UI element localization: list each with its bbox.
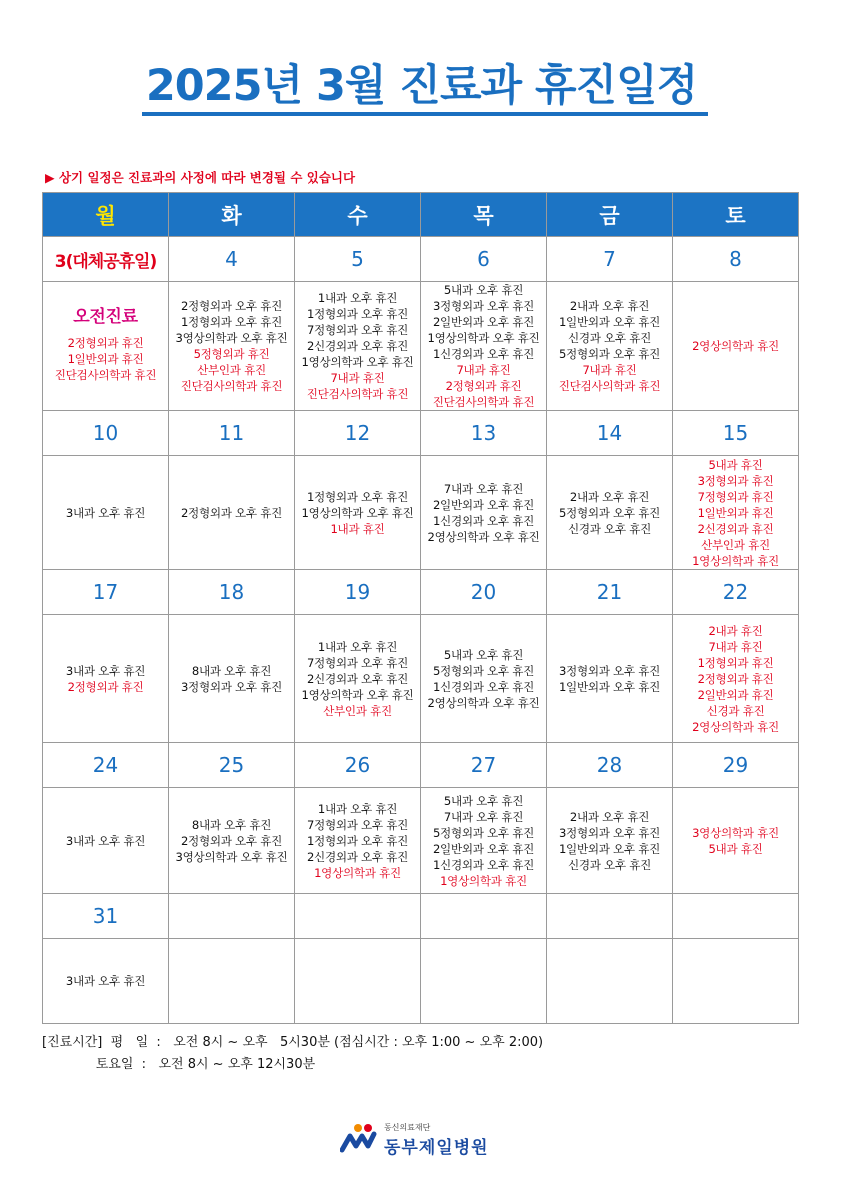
afternoon-closure-entry: 5내과 오후 휴진 xyxy=(443,283,524,297)
schedule-cell xyxy=(295,615,421,743)
date-cell: 21 xyxy=(547,570,673,615)
afternoon-closure-entry: 7정형외과 오후 휴진 xyxy=(306,655,409,670)
afternoon-closure-entry: 5정형외과 오후 휴진 xyxy=(432,663,535,678)
afternoon-closure-entry: 3내과 오후 휴진 xyxy=(65,974,146,988)
schedule-cell xyxy=(673,282,799,411)
full-day-closure-entry: 2정형외과 휴진 xyxy=(697,671,774,686)
afternoon-closure-entry: 2신경외과 오후 휴진 xyxy=(306,671,409,686)
schedule-cell xyxy=(547,456,673,570)
schedule-cell xyxy=(169,788,295,894)
afternoon-closure-entry: 1내과 오후 휴진 xyxy=(317,291,398,305)
full-day-closure-entry: 1정형외과 휴진 xyxy=(697,655,774,670)
afternoon-closure-entry: 1영상의학과 오후 휴진 xyxy=(301,505,414,520)
full-day-closure-entry: 7내과 휴진 xyxy=(582,363,637,377)
date-cell: 31 xyxy=(43,894,169,939)
hours-saturday-label: 토요일 xyxy=(95,1057,134,1072)
full-day-closure-entry: 1일반외과 휴진 xyxy=(67,352,144,366)
date-cell: 10 xyxy=(43,411,169,456)
hours-saturday-value: 오전 8시 ~ 오후 12시30분 xyxy=(158,1057,316,1072)
full-day-closure-entry: 진단검사의학과 휴진 xyxy=(54,368,157,382)
date-cell: 28 xyxy=(547,743,673,788)
weekday-header: 월 xyxy=(43,193,169,237)
afternoon-closure-entry: 1영상의학과 오후 휴진 xyxy=(301,355,414,369)
schedule-cell xyxy=(43,939,169,1024)
date-cell: 5 xyxy=(295,237,421,282)
schedule-cell xyxy=(295,456,421,570)
afternoon-closure-entry: 2내과 오후 휴진 xyxy=(569,299,650,313)
afternoon-closure-entry: 3영상의학과 오후 휴진 xyxy=(175,331,288,345)
afternoon-closure-entry: 7정형외과 오후 휴진 xyxy=(306,817,409,832)
schedule-cell xyxy=(547,282,673,411)
full-day-closure-entry: 산부인과 휴진 xyxy=(323,703,392,718)
weekday-header-row xyxy=(43,193,799,237)
title-underline xyxy=(142,112,708,116)
full-day-closure-entry: 진단검사의학과 휴진 xyxy=(180,379,283,393)
afternoon-closure-entry: 1신경외과 오후 휴진 xyxy=(432,347,535,361)
full-day-closure-entry: 산부인과 휴진 xyxy=(197,363,266,377)
full-day-closure-entry: 진단검사의학과 휴진 xyxy=(432,395,535,409)
schedule-cell xyxy=(421,615,547,743)
afternoon-closure-entry: 1신경외과 오후 휴진 xyxy=(432,679,535,694)
hours-weekday-label: 평 일 xyxy=(110,1035,149,1050)
afternoon-closure-entry: 1일반외과 오후 휴진 xyxy=(558,679,661,694)
hospital-logo xyxy=(340,1120,510,1160)
schedule-row xyxy=(43,788,799,894)
afternoon-closure-entry: 7정형외과 오후 휴진 xyxy=(306,323,409,337)
schedule-cell xyxy=(43,456,169,570)
afternoon-closure-entry: 3정형외과 오후 휴진 xyxy=(180,679,283,694)
schedule-row xyxy=(43,282,799,411)
logo-name: 동부제일병원 xyxy=(384,1138,489,1158)
afternoon-closure-entry: 5정형외과 오후 휴진 xyxy=(558,505,661,520)
date-cell: 15 xyxy=(673,411,799,456)
schedule-cell xyxy=(169,615,295,743)
full-day-closure-entry: 3정형외과 휴진 xyxy=(697,473,774,488)
date-cell: 14 xyxy=(547,411,673,456)
afternoon-closure-entry: 2일반외과 오후 휴진 xyxy=(432,841,535,856)
date-row xyxy=(43,237,799,282)
date-cell xyxy=(421,894,547,939)
date-cell: 13 xyxy=(421,411,547,456)
date-cell: 4 xyxy=(169,237,295,282)
date-cell: 20 xyxy=(421,570,547,615)
full-day-closure-entry: 2영상의학과 휴진 xyxy=(692,339,779,353)
schedule-calendar xyxy=(42,192,799,1024)
full-day-closure-entry: 신경과 휴진 xyxy=(706,703,765,718)
afternoon-closure-entry: 2일반외과 오후 휴진 xyxy=(432,315,535,329)
afternoon-closure-entry: 3영상의학과 오후 휴진 xyxy=(175,849,288,864)
date-row xyxy=(43,411,799,456)
date-cell: 8 xyxy=(673,237,799,282)
afternoon-closure-entry: 3내과 오후 휴진 xyxy=(65,833,146,848)
date-cell: 17 xyxy=(43,570,169,615)
full-day-closure-entry: 산부인과 휴진 xyxy=(701,537,770,552)
date-cell: 22 xyxy=(673,570,799,615)
date-cell: 25 xyxy=(169,743,295,788)
full-day-closure-entry: 진단검사의학과 휴진 xyxy=(306,387,409,401)
page-title: 2025년 3월 진료과 휴진일정 xyxy=(145,61,698,111)
full-day-closure-entry: 1내과 휴진 xyxy=(330,521,385,536)
schedule-cell xyxy=(43,615,169,743)
date-cell: 18 xyxy=(169,570,295,615)
full-day-closure-entry: 7내과 휴진 xyxy=(330,371,385,385)
weekday-header: 목 xyxy=(421,193,547,237)
afternoon-closure-entry: 3정형외과 오후 휴진 xyxy=(558,663,661,678)
afternoon-closure-entry: 1정형외과 오후 휴진 xyxy=(180,315,283,329)
schedule-cell xyxy=(169,456,295,570)
schedule-cell xyxy=(673,939,799,1024)
afternoon-closure-entry: 2신경외과 오후 휴진 xyxy=(306,339,409,353)
schedule-row xyxy=(43,615,799,743)
full-day-closure-entry: 1영상의학과 휴진 xyxy=(314,865,401,880)
full-day-closure-entry: 5내과 휴진 xyxy=(708,457,763,472)
afternoon-closure-entry: 1내과 오후 휴진 xyxy=(317,801,398,816)
afternoon-closure-entry: 2영상의학과 오후 휴진 xyxy=(427,529,540,544)
afternoon-closure-entry: 1영상의학과 오후 휴진 xyxy=(427,331,540,345)
afternoon-closure-entry: 1정형외과 오후 휴진 xyxy=(306,307,409,321)
afternoon-closure-entry: 8내과 오후 휴진 xyxy=(191,817,272,832)
date-cell: 11 xyxy=(169,411,295,456)
full-day-closure-entry: 진단검사의학과 휴진 xyxy=(558,379,661,393)
hours-weekday-row: [진료시간] 평 일 : 오전 8시 ~ 오후 5시30분 (점심시간 : 오후 1:00 ~ 오후 2:00) xyxy=(42,1035,544,1050)
notice-text: ▶ 상기 일정은 진료과의 사정에 따라 변경될 수 있습니다 xyxy=(45,170,356,185)
schedule-cell xyxy=(547,939,673,1024)
weekday-header: 금 xyxy=(547,193,673,237)
date-cell: 19 xyxy=(295,570,421,615)
schedule-cell xyxy=(673,456,799,570)
weekday-header: 토 xyxy=(673,193,799,237)
full-day-closure-entry: 7내과 휴진 xyxy=(708,639,763,654)
schedule-cell xyxy=(547,615,673,743)
full-day-closure-entry: 2정형외과 휴진 xyxy=(445,379,522,393)
am-open-label: 오전진료 xyxy=(73,307,138,327)
date-cell xyxy=(547,894,673,939)
date-row xyxy=(43,743,799,788)
full-day-closure-entry: 2정형외과 휴진 xyxy=(67,336,144,350)
afternoon-closure-entry: 신경과 오후 휴진 xyxy=(567,857,652,872)
afternoon-closure-entry: 5정형외과 오후 휴진 xyxy=(558,347,661,361)
full-day-closure-entry: 5정형외과 휴진 xyxy=(193,347,270,361)
full-day-closure-entry: 7내과 휴진 xyxy=(456,363,511,377)
afternoon-closure-entry: 1신경외과 오후 휴진 xyxy=(432,513,535,528)
afternoon-closure-entry: 2영상의학과 오후 휴진 xyxy=(427,695,540,710)
afternoon-closure-entry: 1정형외과 오후 휴진 xyxy=(306,833,409,848)
full-day-closure-entry: 2신경외과 휴진 xyxy=(697,521,774,536)
schedule-cell xyxy=(43,788,169,894)
full-day-closure-entry: 5내과 휴진 xyxy=(708,841,763,856)
afternoon-closure-entry: 1정형외과 오후 휴진 xyxy=(306,489,409,504)
schedule-cell xyxy=(421,282,547,411)
afternoon-closure-entry: 5내과 오후 휴진 xyxy=(443,793,524,808)
schedule-cell xyxy=(547,788,673,894)
afternoon-closure-entry: 5정형외과 오후 휴진 xyxy=(432,825,535,840)
schedule-cell xyxy=(673,788,799,894)
afternoon-closure-entry: 1일반외과 오후 휴진 xyxy=(558,841,661,856)
full-day-closure-entry: 2일반외과 휴진 xyxy=(697,687,774,702)
afternoon-closure-entry: 2정형외과 오후 휴진 xyxy=(180,299,283,313)
date-cell xyxy=(295,894,421,939)
afternoon-closure-entry: 1신경외과 오후 휴진 xyxy=(432,857,535,872)
full-day-closure-entry: 1일반외과 휴진 xyxy=(697,505,774,520)
date-cell: 7 xyxy=(547,237,673,282)
full-day-closure-entry: 7정형외과 휴진 xyxy=(697,489,774,504)
afternoon-closure-entry: 2일반외과 오후 휴진 xyxy=(432,497,535,512)
afternoon-closure-entry: 7내과 오후 휴진 xyxy=(443,481,524,496)
date-row xyxy=(43,570,799,615)
date-cell: 6 xyxy=(421,237,547,282)
schedule-cell xyxy=(421,456,547,570)
date-cell: 24 xyxy=(43,743,169,788)
schedule-row xyxy=(43,456,799,570)
schedule-cell xyxy=(421,788,547,894)
hours-weekday-value: 오전 8시 ~ 오후 5시30분 (점심시간 : 오후 1:00 ~ 오후 2:00) xyxy=(173,1035,544,1050)
afternoon-closure-entry: 2정형외과 오후 휴진 xyxy=(180,833,283,848)
afternoon-closure-entry: 2내과 오후 휴진 xyxy=(569,809,650,824)
clinic-hours xyxy=(42,1032,543,1076)
schedule-cell xyxy=(421,939,547,1024)
afternoon-closure-entry: 5내과 오후 휴진 xyxy=(443,647,524,662)
date-cell: 3(대체공휴일) xyxy=(43,237,169,282)
afternoon-closure-entry: 3내과 오후 휴진 xyxy=(65,505,146,520)
full-day-closure-entry: 2내과 휴진 xyxy=(708,623,763,638)
afternoon-closure-entry: 3정형외과 오후 휴진 xyxy=(558,825,661,840)
date-cell: 29 xyxy=(673,743,799,788)
afternoon-closure-entry: 1일반외과 오후 휴진 xyxy=(558,315,661,329)
hospital-logo-icon xyxy=(340,1120,382,1160)
weekday-header: 수 xyxy=(295,193,421,237)
full-day-closure-entry: 1영상의학과 휴진 xyxy=(692,553,779,568)
hours-label: [진료시간] xyxy=(42,1035,103,1050)
schedule-cell xyxy=(169,939,295,1024)
date-cell: 26 xyxy=(295,743,421,788)
hours-saturday-row: 토요일 : 오전 8시 ~ 오후 12시30분 xyxy=(95,1057,316,1072)
date-cell: 27 xyxy=(421,743,547,788)
full-day-closure-entry: 3영상의학과 휴진 xyxy=(692,825,779,840)
afternoon-closure-entry: 1내과 오후 휴진 xyxy=(317,639,398,654)
schedule-cell xyxy=(673,615,799,743)
date-cell xyxy=(673,894,799,939)
afternoon-closure-entry: 2정형외과 오후 휴진 xyxy=(180,505,283,520)
afternoon-closure-entry: 3내과 오후 휴진 xyxy=(65,663,146,678)
schedule-cell xyxy=(295,282,421,411)
date-cell xyxy=(169,894,295,939)
afternoon-closure-entry: 신경과 오후 휴진 xyxy=(567,521,652,536)
schedule-cell xyxy=(169,282,295,411)
afternoon-closure-entry: 신경과 오후 휴진 xyxy=(567,331,652,345)
schedule-cell xyxy=(295,939,421,1024)
afternoon-closure-entry: 1영상의학과 오후 휴진 xyxy=(301,687,414,702)
afternoon-closure-entry: 7내과 오후 휴진 xyxy=(443,809,524,824)
afternoon-closure-entry: 3정형외과 오후 휴진 xyxy=(432,299,535,313)
afternoon-closure-entry: 8내과 오후 휴진 xyxy=(191,663,272,678)
schedule-row xyxy=(43,939,799,1024)
weekday-header: 화 xyxy=(169,193,295,237)
full-day-closure-entry: 2정형외과 휴진 xyxy=(67,679,144,694)
schedule-cell xyxy=(295,788,421,894)
logo-subtitle: 동신의료재단 xyxy=(384,1123,431,1132)
afternoon-closure-entry: 2신경외과 오후 휴진 xyxy=(306,849,409,864)
full-day-closure-entry: 2영상의학과 휴진 xyxy=(692,719,779,734)
date-row xyxy=(43,894,799,939)
date-cell: 12 xyxy=(295,411,421,456)
full-day-closure-entry: 1영상의학과 휴진 xyxy=(440,873,527,888)
afternoon-closure-entry: 2내과 오후 휴진 xyxy=(569,489,650,504)
schedule-cell xyxy=(43,282,169,411)
